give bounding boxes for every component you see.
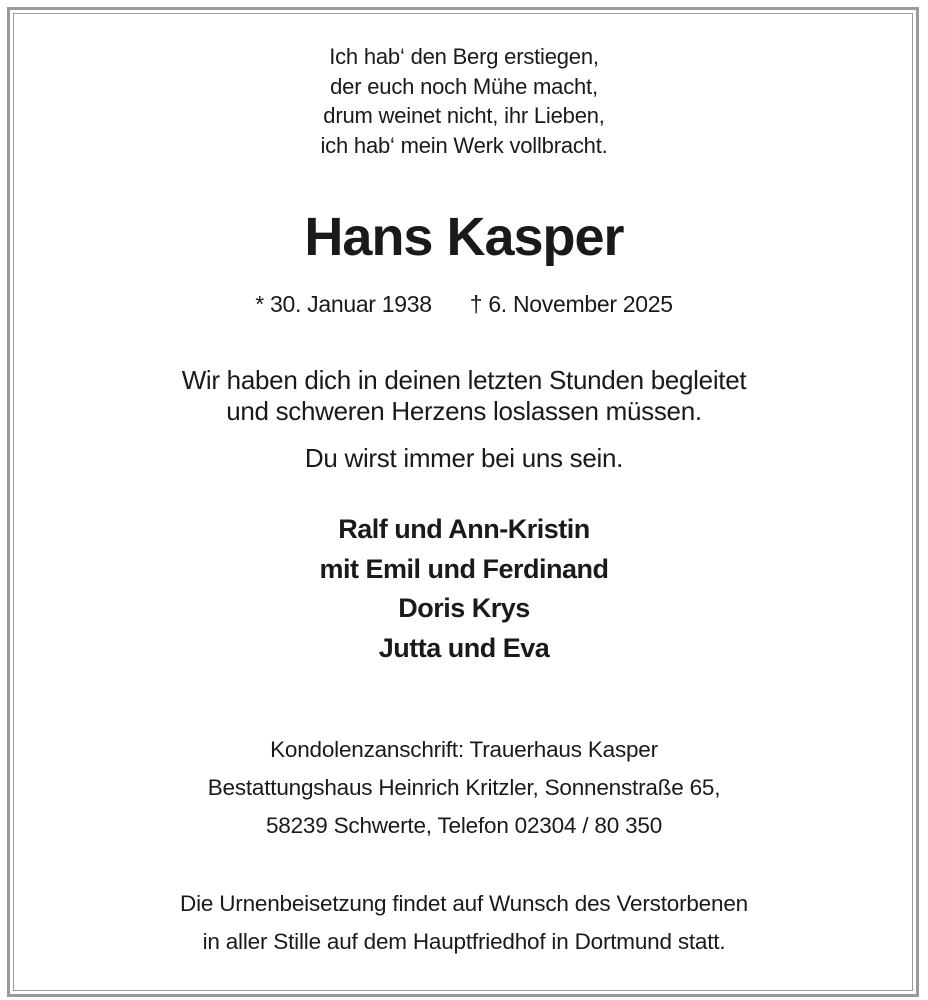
address-line: Bestattungshaus Heinrich Kritzler, Sonnenstraße 65, <box>207 775 721 800</box>
poem-line: der euch noch Mühe macht, <box>330 73 598 99</box>
memorial-poem <box>0 42 928 160</box>
message-line: Wir haben dich in deinen letzten Stunden begleitet <box>181 365 747 395</box>
death-date: † 6. November 2025 <box>469 291 673 317</box>
burial-line: Die Urnenbeisetzung findet auf Wunsch des Verstorbenen <box>180 891 748 916</box>
farewell-message <box>0 365 928 427</box>
mourner-entry: Doris Krys <box>398 593 530 623</box>
mourner-entry: mit Emil und Ferdinand <box>319 553 609 584</box>
deceased-name: Hans Kasper <box>304 207 624 267</box>
mourner-entry: Ralf und Ann-Kristin <box>338 514 590 544</box>
message-line: und schweren Herzens loslassen müssen. <box>226 396 702 426</box>
farewell-closing <box>0 443 928 474</box>
condolence-address <box>0 731 928 845</box>
message-line: Du wirst immer bei uns sein. <box>304 443 624 473</box>
life-dates <box>0 289 928 319</box>
poem-line: drum weinet nicht, ihr Lieben, <box>323 103 605 128</box>
mourner-entry: Jutta und Eva <box>378 632 550 663</box>
burial-line: in aller Stille auf dem Hauptfriedhof in Dortmund statt. <box>202 929 726 954</box>
address-line: Kondolenzanschrift: Trauerhaus Kasper <box>270 737 658 762</box>
birth-date: * 30. Januar 1938 <box>255 291 432 317</box>
poem-line: Ich hab‘ den Berg erstiegen, <box>329 44 599 69</box>
address-line: 58239 Schwerte, Telefon 02304 / 80 350 <box>265 813 663 838</box>
mourners-list <box>0 510 928 668</box>
poem-line: ich hab‘ mein Werk vollbracht. <box>320 132 608 158</box>
burial-notice <box>0 885 928 961</box>
